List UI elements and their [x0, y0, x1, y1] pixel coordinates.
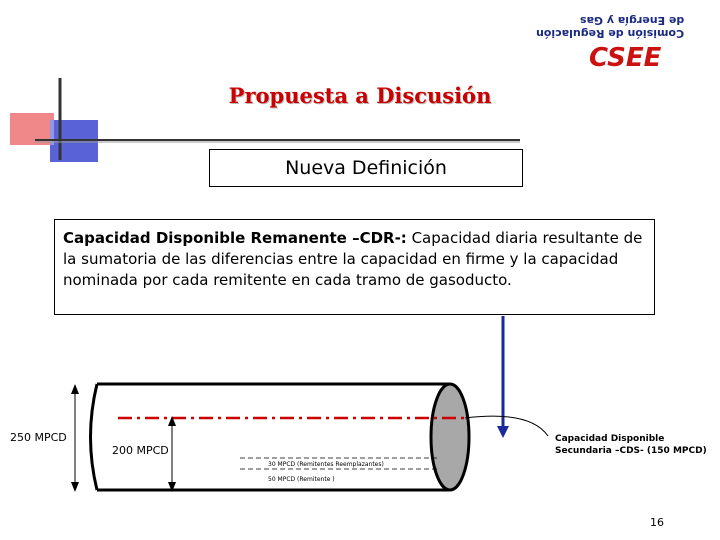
logo-org-line2: de Energía y Gas [579, 14, 684, 27]
outer-arrow-top [71, 384, 79, 394]
replacement-senders-label: 30 MPCD (Remitentes Reemplazantes) [268, 461, 384, 468]
sender-label: 50 MPCD (Remitente ) [268, 476, 335, 483]
pipe-left-edge [91, 384, 98, 490]
outer-capacity-label: 250 MPCD [10, 431, 67, 444]
definition-term: Capacidad Disponible Remanente –CDR-: [63, 229, 407, 247]
slide-title: Propuesta a Discusión [228, 83, 492, 108]
logo-acronym: CSEE [589, 43, 662, 73]
definition-text-box [54, 219, 655, 315]
nomination-arrow-head [497, 426, 509, 438]
pipe-body [97, 384, 450, 490]
definition-box [209, 149, 523, 187]
pipe-cap [431, 384, 469, 490]
definition-body: Capacidad diaria resultante de la sumatoria de las diferencias entre la capacidad en firme y la capacidad nominada por cada remitente en cada tramo de gasoducto. [63, 229, 643, 289]
definition-box-label: Nueva Definición [285, 157, 447, 179]
cds-label: Capacidad Disponible Secundaria –CDS- (150 MPCD) [555, 434, 707, 456]
outer-arrow-bottom [71, 482, 79, 492]
logo-mark [589, 43, 662, 73]
inner-capacity-label: 200 MPCD [112, 444, 169, 457]
logo-org-line1: Comisión de Regulación [535, 27, 684, 40]
page-number: 16 [650, 516, 664, 529]
